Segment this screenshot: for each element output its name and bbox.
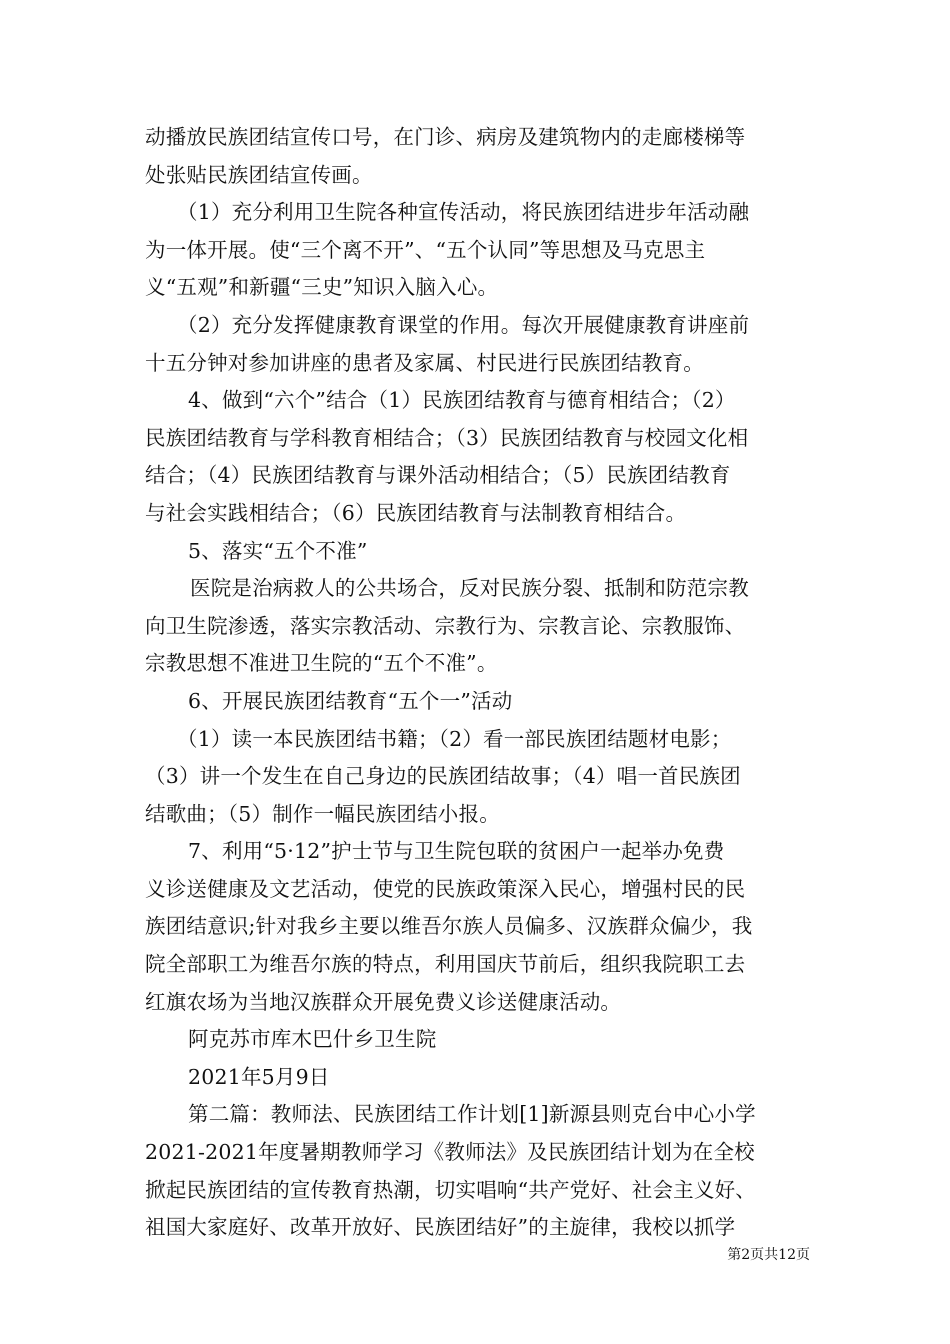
- text-line: 祖国大家庭好、改革开放好、民族团结好”的主旋律，我校以抓学: [145, 1215, 736, 1240]
- page-number-footer: 第2页共12页: [727, 1247, 810, 1263]
- text-line: 义“五观”和新疆“三史”知识入脑入心。: [145, 275, 499, 300]
- text-line: 6、开展民族团结教育“五个一”活动: [188, 688, 513, 713]
- text-line: 院全部职工为维吾尔族的特点，利用国庆节前后，组织我院职工去: [145, 952, 746, 977]
- text-line: 与社会实践相结合；（6）民族团结教育与法制教育相结合。: [145, 500, 687, 525]
- text-line: 第二篇：教师法、民族团结工作计划[1]新源县则克台中心小学: [188, 1102, 756, 1127]
- text-line: 动播放民族团结宣传口号，在门诊、病房及建筑物内的走廊楼梯等: [145, 125, 746, 149]
- text-line: 7、利用“5·12”护士节与卫生院包联的贫困户一起举办免费: [188, 839, 725, 864]
- text-line: （1）充分利用卫生院各种宣传活动，将民族团结进步年活动融: [177, 200, 750, 225]
- text-line: （1）读一本民族团结书籍；（2）看一部民族团结题材电影；: [177, 726, 732, 751]
- text-line: 族团结意识;针对我乡主要以维吾尔族人员偏多、汉族群众偏少，我: [145, 914, 753, 939]
- text-line: 2021-2021年度暑期教师学习《教师法》及民族团结计划为在全校: [145, 1140, 755, 1165]
- text-line: 结合；（4）民族团结教育与课外活动相结合；（5）民族团结教育: [145, 463, 731, 488]
- document-body: [145, 119, 815, 1247]
- text-line: 医院是治病救人的公共场合，反对民族分裂、抵制和防范宗教: [190, 576, 749, 601]
- text-line: 2021年5月9日: [188, 1064, 330, 1089]
- text-line: 阿克苏市库木巴什乡卫生院: [188, 1027, 437, 1052]
- text-line: 结歌曲；（5）制作一幅民族团结小报。: [145, 801, 500, 826]
- text-line: 5、落实“五个不准”: [188, 538, 368, 563]
- text-line: 宗教思想不准进卫生院的“五个不准”。: [145, 651, 498, 676]
- text-line: （3）讲一个发生在自己身边的民族团结故事；（4）唱一首民族团: [145, 764, 741, 789]
- text-line: 民族团结教育与学科教育相结合；（3）民族团结教育与校园文化相: [145, 425, 749, 450]
- text-line: 十五分钟对参加讲座的患者及家属、村民进行民族团结教育。: [145, 350, 704, 375]
- text-line: 掀起民族团结的宣传教育热潮，切实唱响“共产党好、社会主义好、: [145, 1177, 756, 1202]
- text-line: 义诊送健康及文艺活动，使党的民族政策深入民心，增强村民的民: [145, 876, 746, 901]
- text-line: 为一体开展。使“三个离不开”、“五个认同”等思想及马克思主: [145, 237, 706, 262]
- text-line: 向卫生院渗透，落实宗教活动、宗教行为、宗教言论、宗教服饰、: [145, 613, 746, 638]
- text-line: 4、做到“六个”结合（1）民族团结教育与德育相结合；（2）: [188, 388, 736, 413]
- text-line: （2）充分发挥健康教育课堂的作用。每次开展健康教育讲座前: [177, 312, 750, 337]
- text-line: 处张贴民族团结宣传画。: [145, 162, 373, 187]
- text-line: 红旗农场为当地汉族群众开展免费义诊送健康活动。: [145, 989, 622, 1014]
